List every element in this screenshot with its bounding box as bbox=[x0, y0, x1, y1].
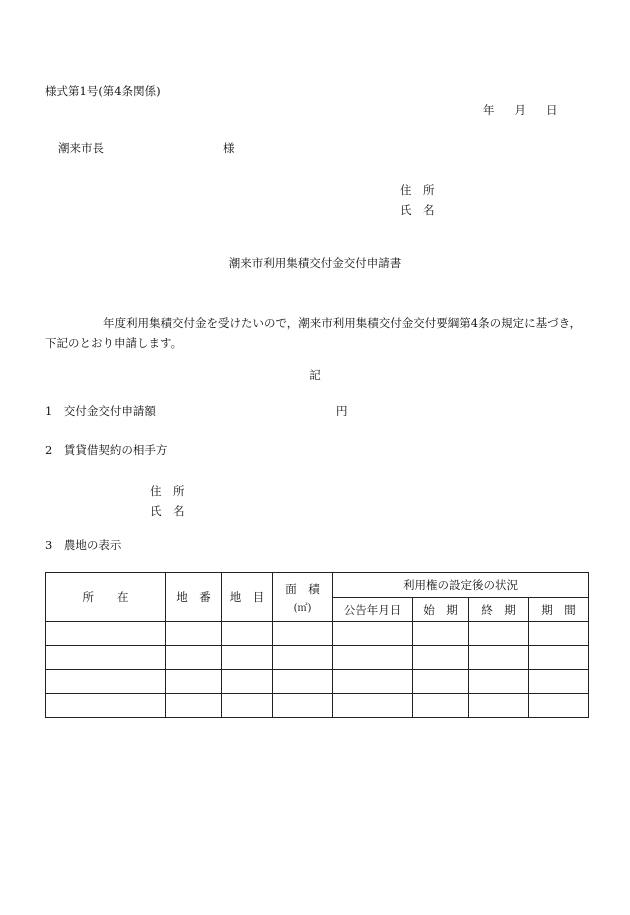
table-row bbox=[46, 670, 589, 694]
applicant-address-label: 住 所 bbox=[400, 183, 435, 197]
table-cell[interactable] bbox=[46, 694, 166, 718]
applicant-name-label: 氏 名 bbox=[400, 203, 435, 217]
date-line bbox=[483, 105, 558, 117]
table-cell[interactable] bbox=[273, 646, 333, 670]
table-cell[interactable] bbox=[333, 670, 413, 694]
header-land-category: 地 目 bbox=[222, 573, 273, 622]
addressee-name: 潮来市長 bbox=[58, 141, 104, 155]
table-cell[interactable] bbox=[413, 622, 469, 646]
table-cell[interactable] bbox=[166, 670, 222, 694]
partner-address-label: 住 所 bbox=[150, 484, 185, 498]
form-number: 様式第1号(第4条関係) bbox=[45, 84, 161, 98]
addressee bbox=[58, 141, 235, 155]
table-cell[interactable] bbox=[166, 646, 222, 670]
body-text bbox=[45, 313, 585, 353]
table-cell[interactable] bbox=[333, 694, 413, 718]
header-area-unit: (㎡) bbox=[293, 602, 312, 614]
table-cell[interactable] bbox=[413, 646, 469, 670]
table-cell[interactable] bbox=[46, 670, 166, 694]
partner-name-label: 氏 名 bbox=[150, 504, 185, 518]
item-1-unit: 円 bbox=[336, 404, 348, 418]
month-label: 月 bbox=[514, 103, 526, 117]
header-announce-date: 公告年月日 bbox=[333, 598, 413, 622]
header-start: 始 期 bbox=[413, 598, 469, 622]
table-cell[interactable] bbox=[166, 622, 222, 646]
addressee-honorific: 様 bbox=[223, 141, 235, 155]
table-cell[interactable] bbox=[469, 670, 529, 694]
table-cell[interactable] bbox=[333, 622, 413, 646]
table-cell[interactable] bbox=[529, 670, 589, 694]
table-cell[interactable] bbox=[529, 646, 589, 670]
header-area bbox=[273, 573, 333, 622]
table-cell[interactable] bbox=[166, 694, 222, 718]
item-2-label: 2 賃貸借契約の相手方 bbox=[45, 443, 168, 457]
farmland-table bbox=[45, 572, 589, 718]
document-title: 潮来市利用集積交付金交付申請書 bbox=[228, 256, 402, 270]
table-row bbox=[46, 646, 589, 670]
day-label: 日 bbox=[546, 103, 558, 117]
item-1-label: 1 交付金交付申請額 bbox=[45, 404, 156, 418]
table-cell[interactable] bbox=[529, 622, 589, 646]
table-cell[interactable] bbox=[413, 670, 469, 694]
table-cell[interactable] bbox=[222, 670, 273, 694]
table-cell[interactable] bbox=[222, 694, 273, 718]
header-period: 期 間 bbox=[529, 598, 589, 622]
table-cell[interactable] bbox=[529, 694, 589, 718]
table-header-row bbox=[46, 573, 589, 598]
ki-heading: 記 bbox=[309, 368, 321, 382]
table-cell[interactable] bbox=[469, 646, 529, 670]
table-row bbox=[46, 694, 589, 718]
table-cell[interactable] bbox=[222, 646, 273, 670]
table-cell[interactable] bbox=[46, 622, 166, 646]
body-line-1: 年度利用集積交付金を受けたいので，潮来市利用集積交付金交付要綱第4条の規定に基づき， bbox=[103, 316, 582, 330]
table-cell[interactable] bbox=[46, 646, 166, 670]
table-row bbox=[46, 622, 589, 646]
table-cell[interactable] bbox=[222, 622, 273, 646]
table-cell[interactable] bbox=[273, 622, 333, 646]
item-3-label: 3 農地の表示 bbox=[45, 538, 122, 552]
header-end: 終 期 bbox=[469, 598, 529, 622]
table-cell[interactable] bbox=[469, 622, 529, 646]
table-cell[interactable] bbox=[333, 646, 413, 670]
table-cell[interactable] bbox=[469, 694, 529, 718]
partner-block bbox=[150, 481, 185, 521]
applicant-block bbox=[400, 180, 435, 220]
header-lot-number: 地 番 bbox=[166, 573, 222, 622]
header-location: 所 在 bbox=[46, 573, 166, 622]
table-cell[interactable] bbox=[413, 694, 469, 718]
table-cell[interactable] bbox=[273, 694, 333, 718]
header-usage-status: 利用権の設定後の状況 bbox=[333, 573, 589, 598]
header-area-label: 面 積 bbox=[285, 581, 320, 596]
body-line-2: 下記のとおり申請します。 bbox=[45, 336, 183, 350]
table-cell[interactable] bbox=[273, 670, 333, 694]
year-label: 年 bbox=[483, 103, 495, 117]
